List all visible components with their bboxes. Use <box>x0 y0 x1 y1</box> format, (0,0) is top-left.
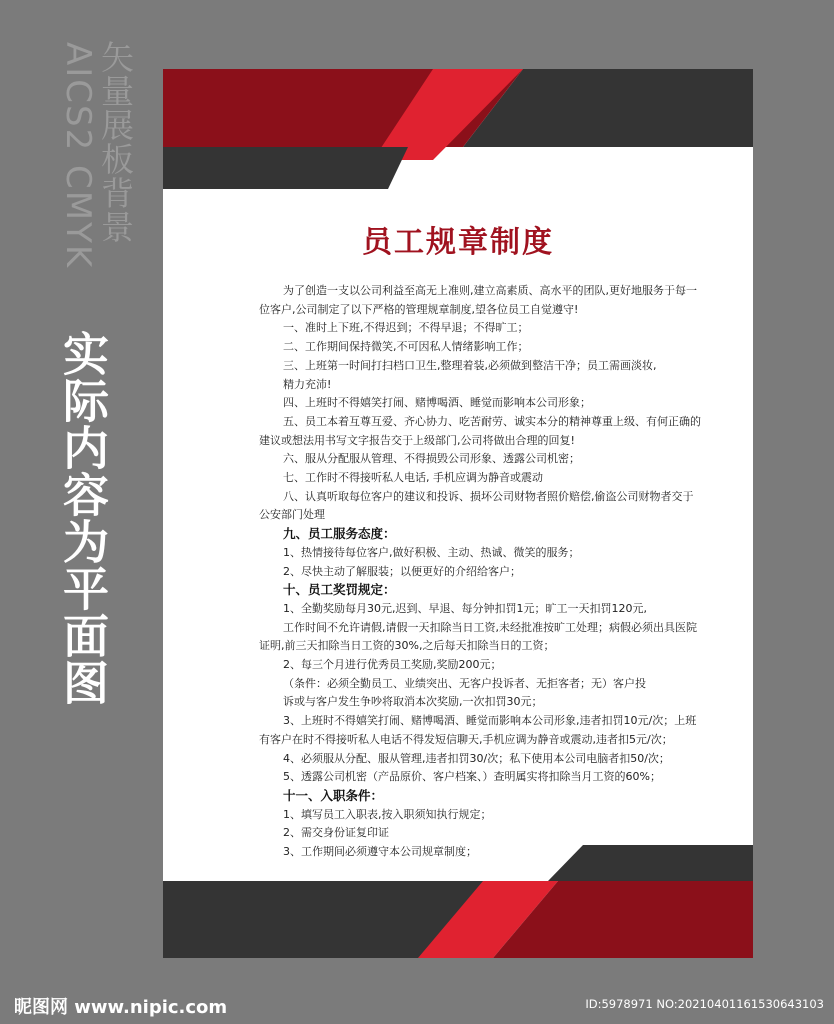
rule-line: 2、每三个月进行优秀员工奖励,奖励200元； <box>283 658 502 672</box>
rule-line: 八、认真听取每位客户的建议和投诉、损坏公司财物者照价赔偿,偷盗公司财物者交于 <box>283 489 694 503</box>
site-watermark: 昵图网 www.nipic.com <box>14 997 228 1018</box>
rule-line: 四、上班时不得嬉笑打闹、赌博喝酒、睡觉而影响本公司形象； <box>283 396 591 410</box>
rule-line: 位客户,公司制定了以下严格的管理规章制度,望各位员工自觉遵守! <box>259 302 579 316</box>
rule-line: 证明,前三天扣除当日工资的30%,之后每天扣除当日的工资； <box>259 639 555 653</box>
poster-board <box>163 69 753 958</box>
rule-line: 有客户在时不得接听私人电话不得发短信聊天,手机应调为静音或震动,违者扣5元/次； <box>259 732 673 746</box>
rule-line: 六、服从分配服从管理、不得损毁公司形象、透露公司机密； <box>283 452 580 466</box>
rule-line: 建议或想法用书写文字报告交于上级部门,公司将做出合理的回复! <box>259 433 575 447</box>
rule-line: 2、尽快主动了解服装；以便更好的介绍给客户； <box>283 564 521 578</box>
image-id-label: ID:5978971 NO:20210401161530643103 <box>585 997 824 1011</box>
rule-line: 2、需交身份证复印证 <box>283 826 389 840</box>
rule-line: 公安部门处理 <box>259 508 325 522</box>
vertical-cn-notice: 实际内容为平面图 <box>56 330 110 706</box>
section-heading: 九、员工服务态度： <box>283 526 396 542</box>
rule-line: 1、填写员工入职表,按入职须知执行规定； <box>283 807 492 821</box>
rules-body <box>259 282 699 862</box>
top-decoration <box>163 69 753 189</box>
bottom-charcoal-right <box>548 845 753 881</box>
rule-line: 二、工作期间保持微笑,不可因私人情绪影响工作； <box>283 340 529 354</box>
rule-line: 5、透露公司机密（产品原价、客户档案、）查明属实将扣除当月工资的60%； <box>283 770 661 784</box>
rule-line: 诉或与客户发生争吵将取消本次奖励,一次扣罚30元； <box>283 695 543 709</box>
rule-line: （条件：必须全勤员工、业绩突出、无客户投诉者、无拒客者；无）客户投 <box>283 676 646 690</box>
rule-line: 三、上班第一时间打扫档口卫生,整理着装,必须做到整洁干净；员工需画淡妆, <box>283 358 657 372</box>
vertical-latin-label: AICS2 CMYK <box>58 42 98 270</box>
rule-line: 精力充沛! <box>283 377 332 391</box>
section-heading: 十一、入职条件： <box>283 787 384 803</box>
top-charcoal-lower <box>163 147 408 189</box>
bottom-decoration <box>163 845 753 958</box>
section-heading: 十、员工奖罚规定： <box>283 582 396 598</box>
rule-line: 工作时间不允许请假,请假一天扣除当日工资,未经批准按旷工处理；病假必须出具医院 <box>283 620 697 634</box>
page-title: 员工规章制度 <box>362 225 554 260</box>
rule-line: 4、必须服从分配、服从管理,违者扣罚30/次；私下使用本公司电脑者扣50/次； <box>283 751 670 765</box>
rule-line: 3、工作期间必须遵守本公司规章制度； <box>283 845 477 859</box>
rule-line: 1、热情接待每位客户,做好积极、主动、热诚、微笑的服务； <box>283 545 580 559</box>
rule-line: 七、工作时不得接听私人电话, 手机应调为静音或震动 <box>283 471 543 485</box>
rule-line: 3、上班时不得嬉笑打闹、赌博喝酒、睡觉而影响本公司形象,违者扣罚10元/次；上班 <box>283 714 697 728</box>
rule-line: 1、全勤奖励每月30元,迟到、早退、每分钟扣罚1元；旷工一天扣罚120元, <box>283 601 647 615</box>
vertical-cn-subtitle: 矢量展板背景 <box>96 40 135 244</box>
rule-line: 一、准时上下班,不得迟到；不得早退；不得旷工； <box>283 321 529 335</box>
rule-line: 五、员工本着互尊互爱、齐心协力、吃苦耐劳、诚实本分的精神尊重上级、有何正确的 <box>283 414 701 428</box>
rule-line: 为了创造一支以公司利益至高无上准则,建立高素质、高水平的团队,更好地服务于每一 <box>283 284 697 297</box>
